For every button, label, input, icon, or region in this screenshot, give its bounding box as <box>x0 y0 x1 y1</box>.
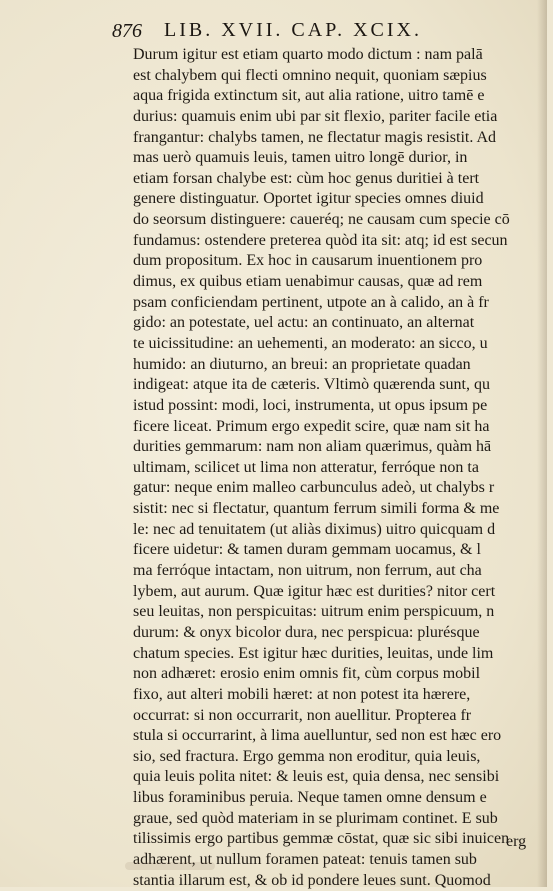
text-line: dimus, ex quibus etiam uenabimur causas, quæ ad rem <box>133 273 483 291</box>
text-line: dum propositum. Ex hoc in causarum inuentionem pro <box>133 252 483 270</box>
text-line: libus foraminibus peruia. Neque tamen omne densum e <box>133 789 487 807</box>
text-line: lybem, aut aurum. Quæ igitur hæc est durities? nitor cert <box>133 582 496 600</box>
text-line: est chalybem qui flecti omnino nequit, quoniam sæpius <box>133 66 487 84</box>
running-head: LIB. XVII. CAP. XCIX. <box>164 19 422 41</box>
text-line: graue, sed quòd materiam in se plurimam continet. E sub <box>133 809 498 827</box>
page-header <box>112 19 552 45</box>
text-line: gido: an potestate, uel actu: an continuato, an alternat <box>133 314 475 332</box>
text-line: te uicissitudine: an uehementi, an moderato: an sicco, u <box>133 334 488 352</box>
text-line: istud possint: modi, loci, instrumenta, ut opus ipsum pe <box>133 396 488 414</box>
text-line: sio, sed fractura. Ergo gemma non eroditur, quia leuis, <box>133 747 481 765</box>
text-line: stula si occurrarint, à lima auelluntur, sed non est hæc ero <box>133 727 502 745</box>
text-line: mas uerò quamuis leuis, tamen uitro longē durior, in <box>133 149 468 167</box>
text-line: ultimam, scilicet ut lima non atteratur, ferróque non ta <box>133 458 479 476</box>
text-line: aqua frigida extinctum sit, aut alia ratione, uitro tamē e <box>133 87 485 105</box>
text-line: sistit: nec si flectatur, quantum ferrum simili forma & me <box>133 500 500 518</box>
text-line: ficere uidetur: & tamen duram gemmam uocamus, & l <box>133 541 481 559</box>
text-line: fundamus: ostendere preterea quòd ita sit: atq; id est secun <box>133 231 508 249</box>
text-line: genere distinguatur. Oportet igitur species omnes diuid <box>133 190 484 208</box>
page-number: 876 <box>112 20 142 42</box>
text-line: occurrat: si non occurrarit, non auellitur. Propterea fr <box>133 706 472 724</box>
text-line: humido: an diuturno, an breui: an proprietate quadan <box>133 355 471 373</box>
text-line: stantia illarum est, & ob id pondere leues sunt. Quomod <box>133 871 491 889</box>
text-line: adhærent, ut nullum foramen pateat: tenuis tamen sub <box>133 850 477 868</box>
text-line: le: nec ad tenuitatem (ut aliàs diximus) uitro quicquam d <box>133 520 496 538</box>
text-line: frangantur: chalybs tamen, ne flectatur magis resistit. Ad <box>133 128 496 146</box>
text-line: non adhæret: erosio enim omnis fit, cùm corpus mobil <box>133 665 481 683</box>
text-line: durius: quamuis enim ubi par sit flexio, pariter facile etia <box>133 107 498 125</box>
text-line: seu leuitas, non perspicuitas: uitrum enim perspicuum, n <box>133 603 495 621</box>
text-line: chatum species. Est igitur hæc durities, leuitas, unde lim <box>133 644 494 662</box>
text-line: gatur: neque enim malleo carbunculus adeò, ut chalybs r <box>133 479 495 497</box>
text-line: Durum igitur est etiam quarto modo dictum : nam palā <box>133 46 483 63</box>
text-line: fixo, aut alteri mobili hæret: at non potest ita hærere, <box>133 685 471 703</box>
text-line: durities gemmarum: nam non aliam quærimus, quàm hā <box>133 438 492 456</box>
page-edge-shadow <box>537 0 547 887</box>
text-line: do seorsum distinguere: caueréq; ne causam cum specie cō <box>133 211 510 229</box>
ink-smudge <box>125 862 215 870</box>
text-line: indigeat: atque ita de cæteris. Vltimò quærenda sunt, qu <box>133 376 490 394</box>
text-line: etiam forsan chalybe est: cùm hoc genus duritiei à tert <box>133 169 480 187</box>
text-line: ficere liceat. Primum ergo expedit scire, quæ nam sit ha <box>133 417 490 435</box>
text-line: tilissimis ergo partibus gemmæ cōstat, quæ sic sibi inuicen <box>133 830 510 848</box>
text-line: quia leuis polita nitet: & leuis est, quia densa, nec sensibi <box>133 768 500 786</box>
text-line: ma ferróque intactam, non uitrum, non ferrum, aut cha <box>133 562 482 580</box>
catchword: erg <box>506 833 527 850</box>
text-line: psam conficiendam pertinent, utpote an à calido, an à fr <box>133 293 489 311</box>
body-text <box>133 45 553 889</box>
text-line: durum: & onyx bicolor dura, nec perspicua: plurésque <box>133 623 480 641</box>
